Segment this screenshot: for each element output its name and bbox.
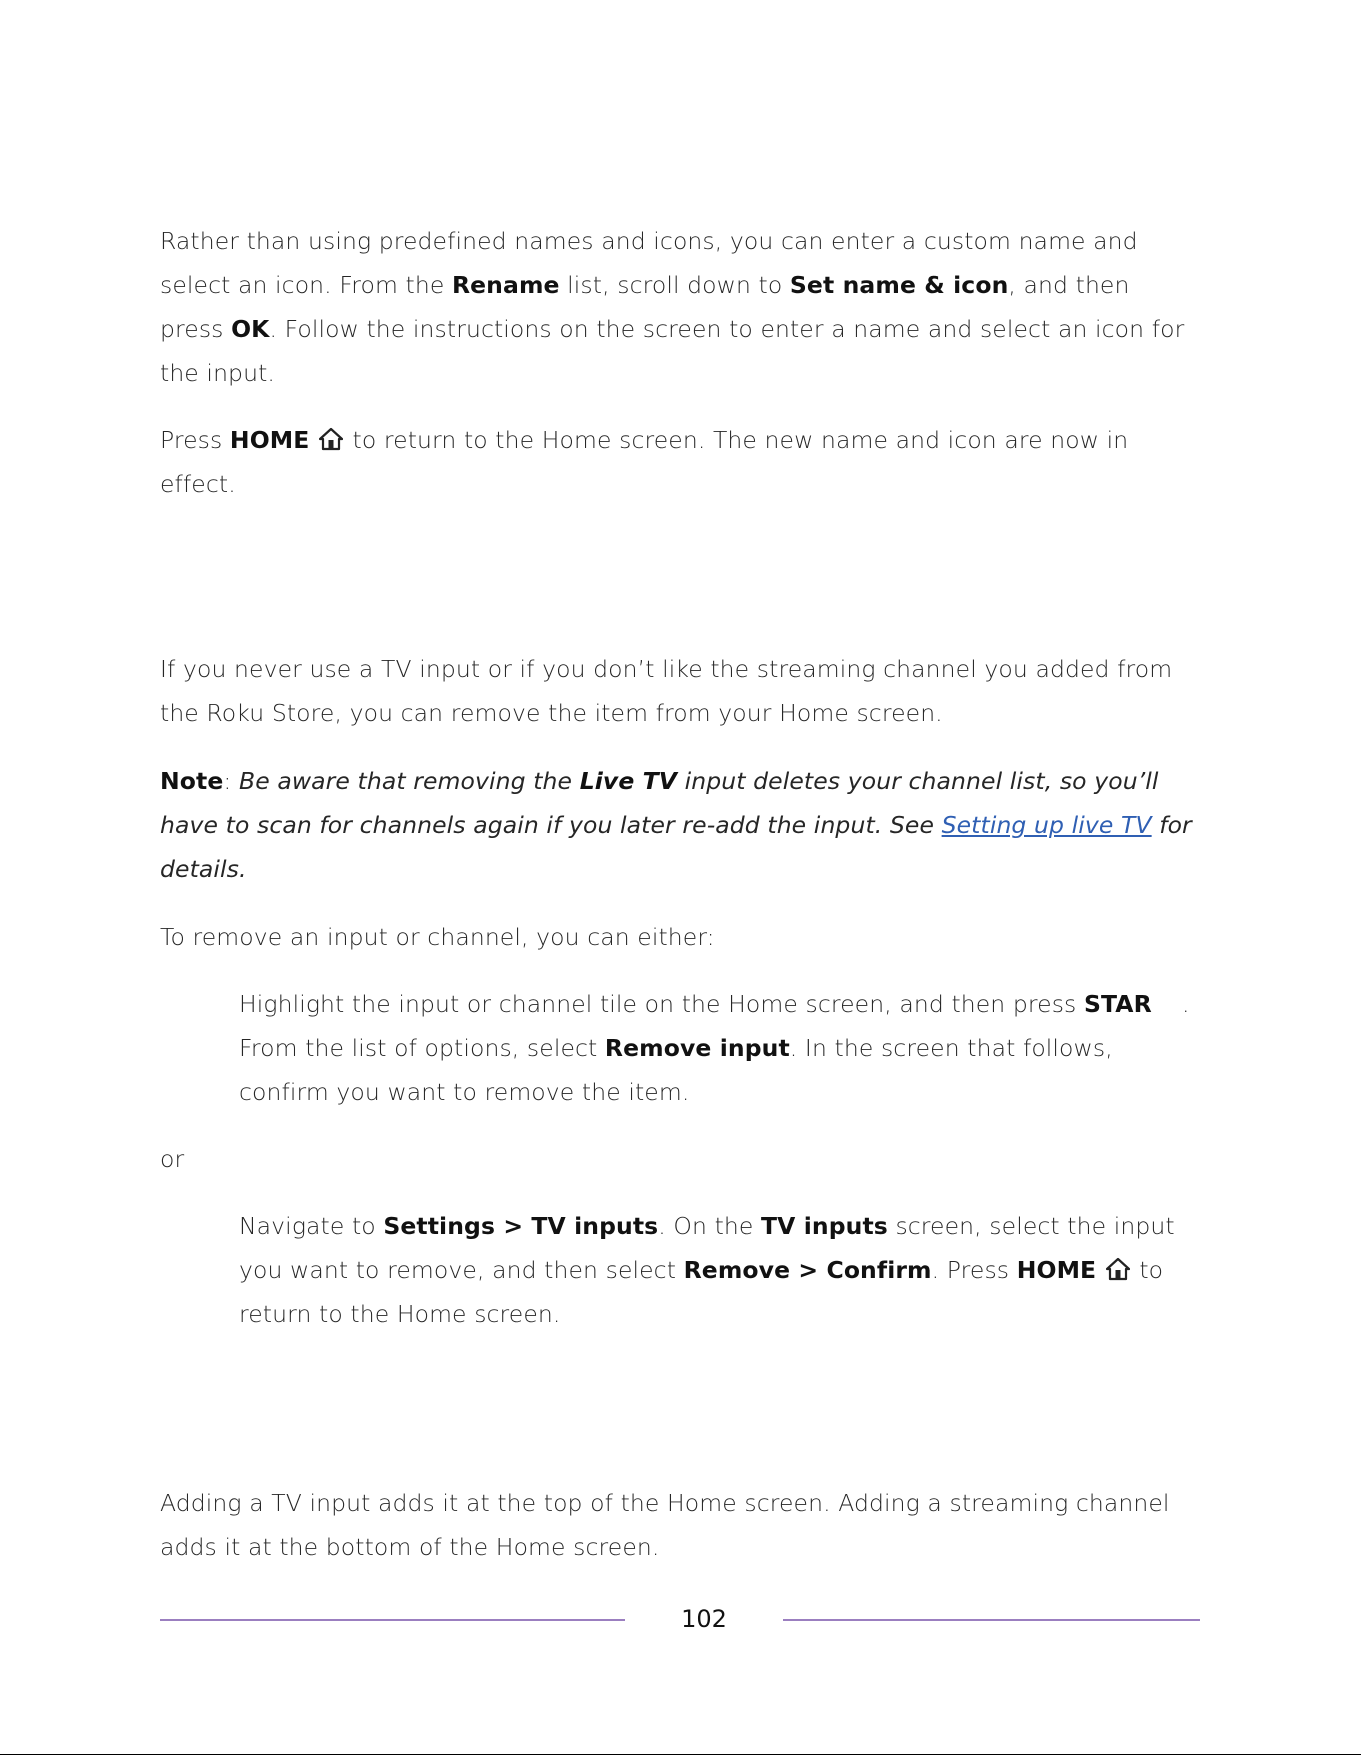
text-span: . On the	[658, 1212, 762, 1240]
text-span: , and then press	[160, 271, 1130, 343]
text-span: list, scroll down to	[559, 271, 790, 299]
bold-term: HOME	[229, 426, 310, 454]
text-span: Adding a TV input adds it at the top of the Home screen. Adding a streaming channel adds it at the bottom of the Home screen.	[160, 1489, 1170, 1561]
setting-up-live-tv-link[interactable]: Setting up live TV	[941, 811, 1152, 839]
footer-rule-right	[783, 1619, 1200, 1621]
text-span: . Follow the instructions on the screen to enter a name and select an icon for the input.	[160, 315, 1185, 387]
bold-term: Settings > TV inputs	[383, 1212, 659, 1240]
bold-term: Remove input	[604, 1034, 790, 1062]
option-settings-navigation	[239, 1204, 1209, 1336]
bold-term: TV inputs	[761, 1212, 888, 1240]
or-separator	[160, 1137, 1200, 1181]
text-span: If you never use a TV input or if you don’t like the streaming channel you added from the Roku Store, you can remove the item from your Home screen.	[160, 655, 1173, 727]
bold-term: OK	[231, 315, 270, 343]
text-span: Navigate to	[239, 1212, 384, 1240]
home-icon	[1106, 1251, 1130, 1275]
bold-term: Set name & icon	[789, 271, 1009, 299]
remove-options-intro	[160, 915, 1200, 959]
text-span: or	[160, 1145, 185, 1173]
text-span: Press	[160, 426, 230, 454]
bold-term: STAR	[1083, 990, 1152, 1018]
rename-custom-paragraph	[160, 219, 1200, 395]
bold-term: Rename	[451, 271, 560, 299]
text-span: . Press	[931, 1256, 1017, 1284]
home-icon	[319, 421, 343, 445]
note-text: Be aware that removing the	[238, 767, 580, 795]
text-span: Highlight the input or channel tile on the Home screen, and then press	[239, 990, 1084, 1018]
text-span: screen, select the input you want to remove, and then select	[239, 1212, 1175, 1284]
page-number: 102	[681, 1605, 727, 1633]
note-text: for details.	[160, 811, 1192, 883]
bold-term: Live TV	[579, 767, 678, 795]
text-span: . From the list of options, select	[239, 990, 1198, 1062]
press-home-paragraph	[160, 418, 1200, 506]
text-span: to return to the Home screen.	[239, 1256, 1164, 1328]
remove-intro-paragraph	[160, 647, 1200, 735]
page-bottom-border	[0, 1754, 1361, 1755]
text-span: . In the screen that follows, confirm you want to remove the item.	[239, 1034, 1113, 1106]
adding-order-paragraph	[160, 1481, 1200, 1569]
note-label: Note	[160, 767, 224, 795]
footer-rule-left	[160, 1619, 625, 1621]
option-highlight-star	[239, 982, 1209, 1114]
bold-term: Remove > Confirm	[683, 1256, 932, 1284]
text-span: To remove an input or channel, you can either:	[160, 923, 715, 951]
text-span: :	[223, 767, 239, 795]
note-text: input deletes your channel list, so you’ll have to scan for channels again if you later re-add the input. See	[160, 767, 1159, 839]
text-span: Rather than using predefined names and icons, you can enter a custom name and select an icon. From the	[160, 227, 1138, 299]
text-span: to return to the Home screen. The new name and icon are now in effect.	[160, 426, 1129, 498]
bold-term: HOME	[1016, 1256, 1097, 1284]
note-paragraph	[160, 759, 1200, 891]
